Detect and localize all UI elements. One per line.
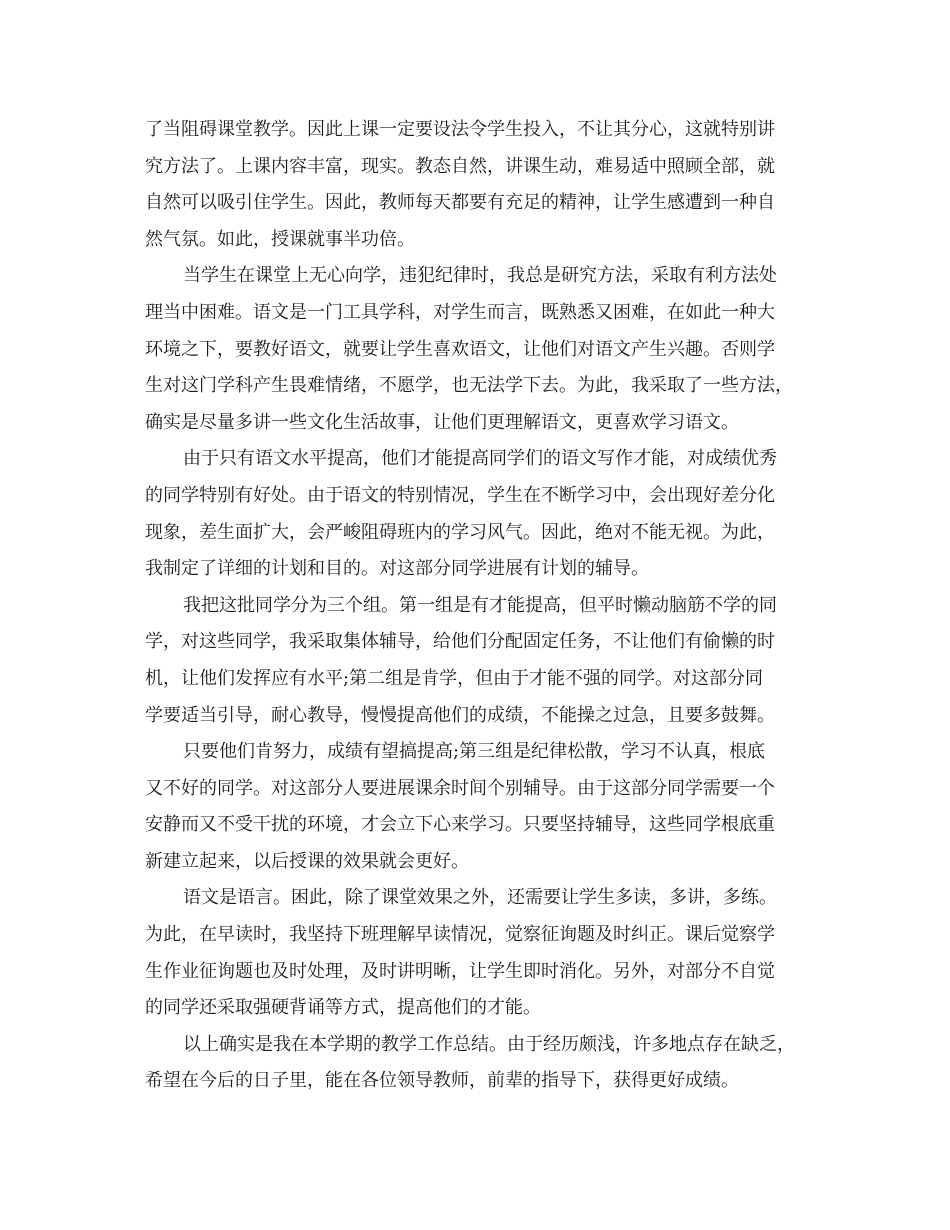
text-line: 了当阻碍课堂教学。因此上课一定要设法令学生投入，不让其分心，这就特别讲 [145, 119, 775, 140]
document-body [145, 112, 810, 1100]
text-line: 为此，在早读时，我坚持下班理解早读情况，觉察征询题及时纠正。课后觉察学 [145, 924, 775, 946]
text-line: 又不好的同学。对这部分人要进展课余时间个别辅导。由于这部分同学需要一个 [145, 777, 775, 799]
text-line: 生作业征询题也及时处理，及时讲明晰，让学生即时消化。另外，对部分不自觉 [145, 960, 775, 982]
text-line: 究方法了。上课内容丰富，现实。教态自然，讲课生动，难易适中照顾全部，就 [145, 155, 775, 177]
text-line: 由于只有语文水平提高，他们才能提高同学们的语文写作才能，对成绩优秀 [183, 448, 777, 470]
text-line: 机，让他们发挥应有水平;第二组是肯学，但由于才能不强的同学。对这部分同 [145, 667, 764, 689]
text-line: 安静而又不受干扰的环境，才会立下心来学习。只要坚持辅导，这些同学根底重 [145, 814, 775, 836]
text-line: 语文是语言。困此，除了课堂效果之外，还需要让学生多读，多讲，多练。 [183, 887, 777, 909]
text-line: 当学生在课堂上无心向学，违犯纪律时，我总是研究方法，采取有利方法处 [183, 265, 777, 287]
text-line: 的同学还采取强硬背诵等方式，提高他们的才能。 [145, 997, 541, 1019]
text-line: 环境之下，要教好语文，就要让学生喜欢语文，让他们对语文产生兴趣。否则学 [145, 338, 775, 360]
text-line: 确实是尽量多讲一些文化生活故事，让他们更理解语文，更喜欢学习语文。 [145, 411, 739, 433]
text-line: 只要他们肯努力，成绩有望搞提高;第三组是纪律松散，学习不认真，根底 [183, 741, 766, 763]
text-line: 以上确实是我在本学期的教学工作总结。由于经历颇浅，许多地点存在缺乏， [183, 1033, 795, 1055]
text-line: 然气氛。如此，授课就事半功倍。 [145, 228, 415, 250]
text-line: 自然可以吸引住学生。因此，教师每天都要有充足的精神，让学生感遭到一种自 [145, 192, 775, 214]
text-line: 现象，差生面扩大，会严峻阻碍班内的学习风气。因此，绝对不能无视。为此， [145, 521, 775, 543]
text-line: 我制定了详细的计划和目的。对这部分同学进展有计划的辅导。 [145, 558, 649, 580]
text-line: 希望在今后的日子里，能在各位领导教师，前辈的指导下，获得更好成绩。 [145, 1070, 739, 1092]
text-line: 生对这门学科产生畏难情绪，不愿学，也无法学下去。为此，我采取了一些方法， [145, 375, 793, 397]
text-line: 我把这批同学分为三个组。第一组是有才能提高，但平时懒动脑筋不学的同 [183, 594, 777, 616]
text-line: 的同学特别有好处。由于语文的特别情况，学生在不断学习中，会出现好差分化 [145, 484, 775, 506]
text-line: 新建立起来，以后授课的效果就会更好。 [145, 850, 469, 872]
text-line: 学，对这些同学，我采取集体辅导，给他们分配固定任务，不让他们有偷懒的时 [145, 631, 775, 653]
text-line: 理当中困难。语文是一门工具学科，对学生而言，既熟悉又困难，在如此一种大 [145, 301, 775, 323]
text-line: 学要适当引导，耐心教导，慢慢提高他们的成绩，不能操之过急，且要多鼓舞。 [145, 704, 775, 726]
